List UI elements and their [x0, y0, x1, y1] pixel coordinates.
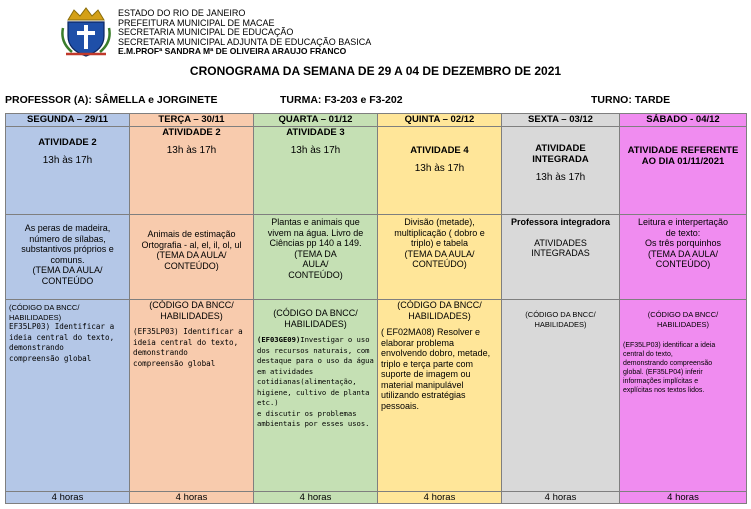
hours-row	[6, 492, 747, 504]
theme-title: Professora integradora	[510, 217, 611, 227]
bncc-header-line: HABILIDADES)	[9, 312, 62, 322]
bncc-cell-quinta	[378, 300, 502, 492]
activity-time: 13h às 17h	[42, 155, 93, 166]
theme-line: substantivos próprios e	[21, 244, 114, 254]
school-name: E.M.PROFª SANDRA Mª DE OLIVEIRA ARAUJO FRANCO	[118, 46, 347, 57]
theme-line: número de sílabas,	[29, 233, 106, 244]
bncc-text-line: triplo e terça parte com	[381, 358, 474, 369]
bncc-header-line: (CÓDIGO DA BNCC/	[525, 310, 596, 319]
theme-cell-terca	[130, 215, 254, 300]
theme-line: AULA/	[302, 259, 329, 269]
days-header-row	[6, 114, 747, 127]
theme-cell-sexta	[502, 215, 620, 300]
hours-cell-quarta: 4 horas	[254, 492, 378, 504]
theme-cell-sabado	[620, 215, 747, 300]
activity-row	[6, 127, 747, 215]
activity-time: 13h às 17h	[166, 145, 217, 156]
bncc-header-line: (CÓDIGO DA BNCC/	[397, 300, 482, 310]
theme-line: CONTEÚDO)	[655, 259, 711, 269]
activity-title: ATIVIDADE 2	[38, 137, 97, 148]
bncc-text-line: em atividades	[257, 366, 314, 376]
bncc-code: (EF03GE09)	[257, 335, 301, 344]
bncc-text-line: compreensão global	[133, 358, 216, 368]
bncc-text-line: informações implícitas e	[623, 378, 699, 385]
header-line: SECRETARIA MUNICIPAL ADJUNTA DE EDUCAÇÃO BASICA	[118, 36, 372, 47]
header-line: PREFEITURA MUNICIPAL DE MACAE	[118, 17, 275, 28]
bncc-text-line: global. (EF35LP04) inferir	[623, 369, 703, 376]
theme-line: CONTEÚDO)	[164, 260, 219, 271]
activity-cell-quarta	[254, 127, 378, 215]
theme-row	[6, 215, 747, 300]
theme-line: (TEMA DA AULA/	[32, 265, 103, 275]
coat-of-arms-icon	[60, 6, 112, 58]
theme-line: (TEMA DA	[294, 248, 337, 259]
bncc-header-line: HABILIDADES)	[534, 319, 587, 329]
bncc-header-line: HABILIDADES)	[284, 318, 347, 329]
bncc-text-line: EF35LP03) Identificar a	[9, 322, 115, 331]
activity-title: ATIVIDADE	[535, 143, 586, 154]
theme-line: de texto:	[665, 227, 701, 238]
professor-label: PROFESSOR (A): SÂMELLA e JORGINETE	[5, 94, 218, 106]
bncc-cell-sexta	[502, 300, 620, 492]
bncc-text-line: pessoais.	[381, 400, 420, 411]
hours-cell-terca: 4 horas	[130, 492, 254, 504]
bncc-text-line: central do texto,	[623, 351, 673, 358]
theme-line: Leitura e interpertação	[637, 217, 729, 227]
hours-cell-segunda: 4 horas	[6, 492, 130, 504]
activity-title: ATIVIDADE 2	[162, 127, 221, 138]
bncc-cell-terca	[130, 300, 254, 492]
bncc-row	[6, 300, 747, 492]
bncc-header-line: (CÓDIGO DA BNCC/	[647, 310, 719, 319]
page-title: CRONOGRAMA DA SEMANA DE 29 A 04 DE DEZEMBRO DE 2021	[189, 64, 562, 78]
theme-line: Ciências pp 140 a 149.	[269, 238, 362, 248]
day-header-sabado: SÁBADO - 04/12	[620, 114, 747, 127]
theme-line: (TEMA DA AULA/	[404, 248, 475, 259]
day-header-segunda: SEGUNDA – 29/11	[6, 114, 130, 127]
bncc-text-line: ideia central do texto,	[133, 337, 239, 347]
day-header-sexta: SEXTA – 03/12	[502, 114, 620, 127]
activity-time: 13h às 17h	[290, 145, 341, 156]
theme-line: As peras de madeira,	[24, 223, 111, 233]
activity-title: ATIVIDADE 3	[286, 127, 345, 138]
bncc-text-line: (EF35LP03) Identificar a	[133, 327, 243, 336]
bncc-text-line: demonstrando	[133, 348, 188, 357]
bncc-text-line: destaque para o uso da água	[257, 356, 374, 365]
theme-cell-quinta	[378, 215, 502, 300]
bncc-text-line: dos recursos naturais, com	[257, 345, 370, 355]
bncc-text-line: (EF35LP03) identificar a ideia	[623, 342, 716, 349]
turno-label: TURNO: TARDE	[591, 94, 671, 106]
header-line: ESTADO DO RIO DE JANEIRO	[118, 8, 246, 18]
activity-cell-terca	[130, 127, 254, 215]
bncc-header-line: HABILIDADES)	[408, 310, 471, 321]
theme-line: Animais de estimação	[147, 229, 236, 239]
activity-title: ATIVIDADE REFERENTE	[627, 145, 739, 156]
theme-line: (TEMA DA AULA/	[647, 248, 719, 259]
bncc-cell-quarta	[254, 300, 378, 492]
theme-line: CONTEÚDO)	[412, 259, 467, 269]
bncc-text-line: suporte de imagem ou	[381, 369, 471, 379]
bncc-text-line: e discutir os problemas	[257, 408, 357, 418]
theme-line: INTEGRADAS	[531, 248, 590, 258]
bncc-text-line: utilizando estratégias	[381, 390, 466, 400]
bncc-text-line: ideia central do texto,	[9, 332, 115, 342]
theme-line: Divisão (metade),	[404, 217, 475, 227]
activity-cell-sabado	[620, 127, 747, 215]
bncc-text-line: compreensão global	[9, 353, 92, 363]
activity-time: 13h às 17h	[414, 163, 465, 174]
theme-line: CONTEÚDO	[41, 275, 94, 286]
bncc-header-line: (CÓDIGO DA BNCC/	[149, 300, 234, 310]
activity-cell-segunda	[6, 127, 130, 215]
hours-cell-sexta: 4 horas	[502, 492, 620, 504]
theme-cell-quarta	[254, 215, 378, 300]
theme-line: Ortografia - al, el, il, ol, ul	[141, 239, 242, 250]
bncc-text-line: elaborar problema	[381, 337, 455, 348]
theme-line: Plantas e animais que	[271, 217, 360, 227]
bncc-cell-segunda	[6, 300, 130, 492]
bncc-text-line: higiene, cultivo de planta etc.)	[257, 387, 370, 407]
schedule-table	[5, 113, 747, 504]
turma-label: TURMA: F3-203 e F3-202	[280, 94, 403, 106]
activity-cell-sexta	[502, 127, 620, 215]
bncc-text-line: cotidianas(alimentação,	[257, 377, 357, 386]
theme-line: CONTEÚDO)	[288, 269, 343, 280]
theme-line: Os três porquinhos	[644, 238, 722, 248]
activity-title: AO DIA 01/11/2021	[641, 156, 725, 167]
activity-title: ATIVIDADE 4	[410, 145, 469, 156]
bncc-text-line: ambientais por esses usos.	[257, 419, 370, 428]
theme-line: triplo) e tabela	[410, 238, 469, 248]
bncc-text-line: Investigar o uso	[300, 335, 370, 344]
theme-line: ATIVIDADES	[534, 237, 587, 248]
activity-time: 13h às 17h	[535, 172, 586, 183]
bncc-text-line: ( EF02MA08) Resolver e	[381, 327, 481, 337]
theme-cell-segunda	[6, 215, 130, 300]
hours-cell-sabado: 4 horas	[620, 492, 747, 504]
bncc-header-line: (CÓDIGO DA BNCC/	[9, 303, 80, 312]
bncc-header-line: HABILIDADES)	[656, 319, 710, 329]
theme-line: multiplicação ( dobro e	[394, 227, 485, 238]
bncc-text-line: explícitas nos textos lidos.	[623, 387, 705, 394]
day-header-quarta: QUARTA – 01/12	[254, 114, 378, 127]
bncc-text-line: envolvendo dobro, metade,	[381, 348, 491, 358]
theme-line: comuns.	[50, 254, 85, 265]
bncc-header-line: (CÓDIGO DA BNCC/	[273, 308, 358, 318]
bncc-text-line: material manipulável	[381, 379, 464, 390]
activity-cell-quinta	[378, 127, 502, 215]
day-header-terca: TERÇA – 30/11	[130, 114, 254, 127]
institution-header	[118, 9, 371, 57]
theme-line: (TEMA DA AULA/	[156, 250, 227, 260]
bncc-cell-sabado	[620, 300, 747, 492]
bncc-header-line: HABILIDADES)	[160, 310, 223, 321]
hours-cell-quinta: 4 horas	[378, 492, 502, 504]
header-line: SECRETARIA MUNICIPAL DE EDUCAÇÃO	[118, 27, 294, 38]
bncc-text-line: demonstrando	[9, 343, 64, 352]
day-header-quinta: QUINTA – 02/12	[378, 114, 502, 127]
bncc-text-line: demonstrando compreensão	[623, 360, 713, 367]
theme-line: vivem na água. Livro de	[267, 227, 364, 238]
activity-title: INTEGRADA	[532, 154, 589, 165]
